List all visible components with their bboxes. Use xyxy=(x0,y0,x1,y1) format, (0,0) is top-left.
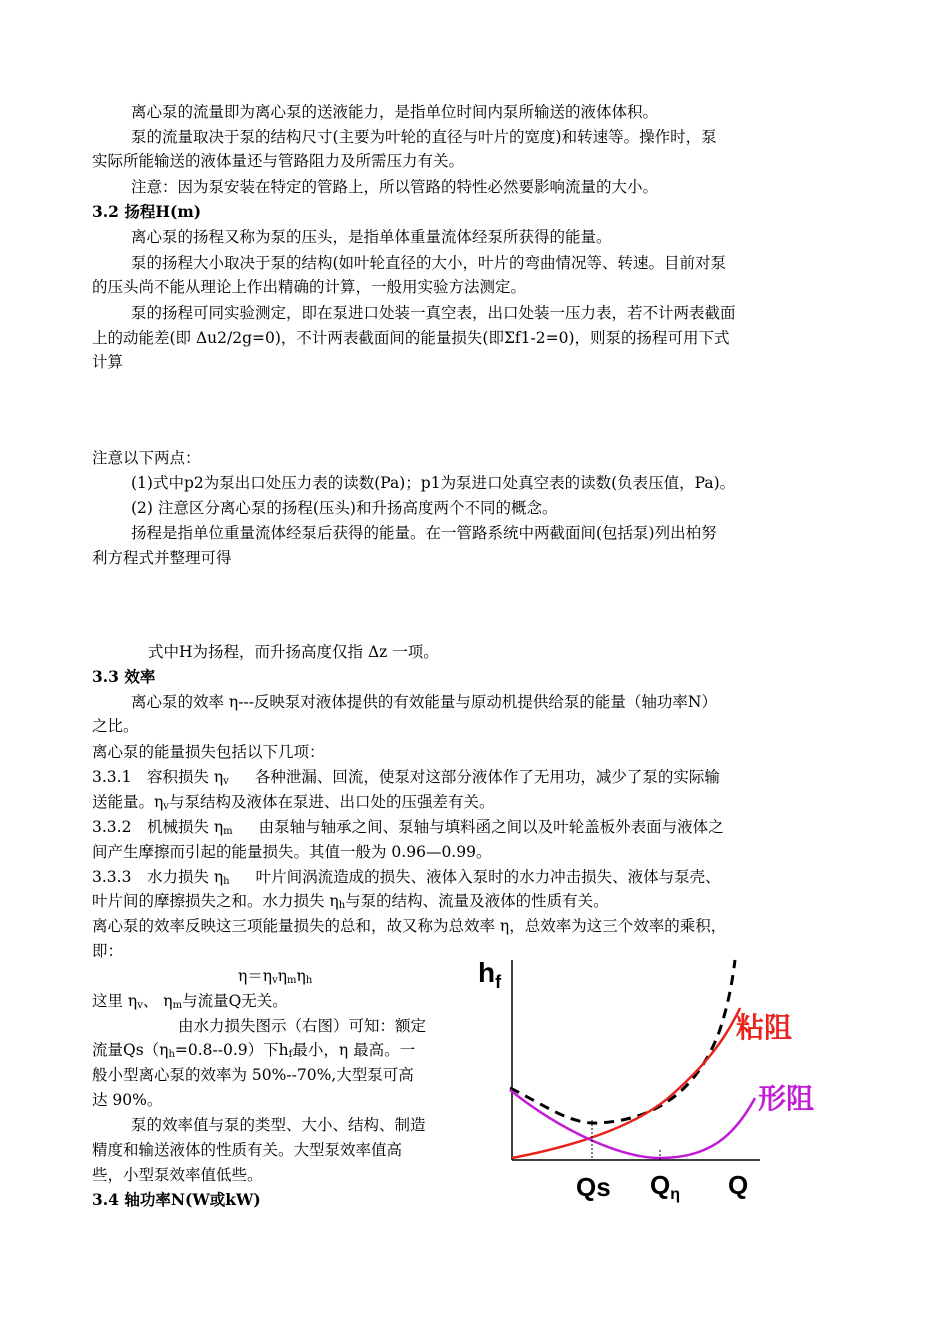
item-3-3-3-cont-b: 与泵的结构、流量及液体的性质有关。 xyxy=(345,892,609,910)
hydraulic-loss-figure xyxy=(470,940,815,1210)
para-head-depends: 泵的扬程大小取决于泵的结构(如叶轮直径的大小，叶片的弯曲情况等、转速。目前对泵 xyxy=(131,254,727,272)
item-3-3-1-desc: 各种泄漏、回流，使泵对这部分液体作了无用功，减少了泵的实际输 xyxy=(254,768,720,786)
para-head-bernoulli: 扬程是指单位重量流体经泵后获得的能量。在一管路系统中两截面间(包括泵)列出柏努 xyxy=(131,524,717,542)
item-3-3-3-desc: 叶片间涡流造成的损失、液体入泵时的水力冲击损失、液体与泵壳、 xyxy=(255,868,721,886)
item-3-3-2-title: 3.3.2 机械损失 η xyxy=(92,818,224,836)
para-flow-depends-cont: 实际所能输送的液体量还与管路阻力及所需压力有关。 xyxy=(92,152,465,170)
para-head-definition: 离心泵的扬程又称为泵的压头，是指单体重量流体经泵所获得的能量。 xyxy=(131,228,612,246)
item-3-3-1 xyxy=(92,765,720,789)
para-efficiency-factors-cont2: 些，小型泵效率值低些。 xyxy=(92,1166,263,1184)
label-viscous: 粘阻 xyxy=(736,1011,793,1044)
item-3-3-1-cont-b: 与泵结构及液体在泵进、出口处的压强差有关。 xyxy=(168,793,495,811)
para-head-measure-cont2: 计算 xyxy=(92,353,124,371)
para-flow-note: 注意：因为泵安装在特定的管路上，所以管路的特性必然要影响流量的大小。 xyxy=(131,178,659,196)
curve-form-loss xyxy=(510,1090,755,1158)
para-head-depends-cont: 的压头尚不能从理论上作出精确的计算，一般用实验方法测定。 xyxy=(92,278,527,296)
note-two-points: 注意以下两点： xyxy=(92,449,201,467)
para-efficiency-def: 离心泵的效率 η---反映泵对液体提供的有效能量与原动机提供给泵的能量（轴功率N） xyxy=(131,693,717,711)
label-form: 形阻 xyxy=(758,1082,815,1115)
para-total-efficiency: 离心泵的效率反映这三项能量损失的总和，故又称为总效率 η，总效率为这三个效率的乘积， xyxy=(92,917,727,935)
item-3-3-2-desc: 由泵轴与轴承之间、泵轴与填料函之间以及叶轮盖板外表面与液体之 xyxy=(258,818,724,836)
para-total-efficiency-cont: 即： xyxy=(92,942,124,960)
subscript-h: h xyxy=(223,876,230,887)
para-losses-intro: 离心泵的能量损失包括以下几项： xyxy=(92,743,325,761)
subscript-v: v xyxy=(163,801,169,812)
x-label-qs: Qs xyxy=(576,1172,611,1202)
subscript-h: h xyxy=(338,900,346,911)
para-head-bernoulli-cont: 利方程式并整理可得 xyxy=(92,549,232,567)
para-figure-ref: 由水力损失图示（右图）可知：额定 xyxy=(178,1017,427,1035)
x-label-qeta: Qη xyxy=(650,1170,681,1203)
para-lift-height: 式中H为扬程，而升扬高度仅指 Δz 一项。 xyxy=(148,643,439,661)
heading-3-3: 3.3 效率 xyxy=(92,667,156,686)
heading-3-4: 3.4 轴功率N(W或kW) xyxy=(92,1190,261,1209)
para-independent-of-q: 这里 $\eta_v$、 $\eta_m$与流量Q无关。 xyxy=(92,992,288,1011)
para-flow-definition: 离心泵的流量即为离心泵的送液能力，是指单位时间内泵所输送的液体体积。 xyxy=(131,103,659,121)
item-3-3-2-cont: 间产生摩擦而引起的能量损失。其值一般为 0.96—0.99。 xyxy=(92,843,492,861)
para-figure-ref-cont3: 达 90%。 xyxy=(92,1091,163,1109)
subscript-m: m xyxy=(223,826,233,837)
item-3-3-1-cont xyxy=(92,790,494,814)
para-head-measure-cont1: 上的动能差(即 Δu2/2g=0)，不计两表截面间的能量损失(即Σf1-2=0)，则泵的扬程可用下式 xyxy=(92,329,730,347)
note-point-1: (1)式中p2为泵出口处压力表的读数(Pa)；p1为泵进口处真空表的读数(负表压值，Pa)。 xyxy=(131,474,736,492)
heading-3-2: 3.2 扬程H(m) xyxy=(92,202,202,221)
item-3-3-3 xyxy=(92,865,721,889)
x-axis-label: Q xyxy=(728,1170,749,1200)
para-figure-ref-cont1: 流量$Qs(\eta_h=0.8--0.9)$下$h_f$最小，η 最高。一 xyxy=(92,1041,416,1060)
curve-viscous-loss xyxy=(512,1008,740,1158)
y-axis-label: $h_f$ xyxy=(478,957,502,992)
item-3-3-1-cont-a: 送能量。η xyxy=(92,793,164,811)
item-3-3-3-cont-a: 叶片间的摩擦损失之和。水力损失 η xyxy=(92,892,339,910)
para-figure-ref-cont2: 般小型离心泵的效率为 50%--70%,大型泵可高 xyxy=(92,1066,414,1084)
item-3-3-1-title: 3.3.1 容积损失 η xyxy=(92,768,224,786)
formula-total-efficiency: $\eta=\eta_v\eta_m\eta_h$ xyxy=(238,967,313,986)
hydraulic-loss-diagram xyxy=(470,940,815,1210)
para-efficiency-factors-cont1: 精度和输送液体的性质有关。大型泵效率值高 xyxy=(92,1141,403,1159)
item-3-3-2 xyxy=(92,815,724,839)
para-efficiency-factors: 泵的效率值与泵的类型、大小、结构、制造 xyxy=(131,1116,426,1134)
para-flow-depends: 泵的流量取决于泵的结构尺寸(主要为叶轮的直径与叶片的宽度)和转速等。操作时，泵 xyxy=(131,128,717,146)
para-head-measure: 泵的扬程可同实验测定，即在泵进口处装一真空表，出口处装一压力表，若不计两表截面 xyxy=(131,304,736,322)
curve-total-loss xyxy=(510,960,735,1123)
item-3-3-3-cont xyxy=(92,889,609,913)
note-point-2: (2) 注意区分离心泵的扬程(压头)和升扬高度两个不同的概念。 xyxy=(131,499,558,517)
subscript-v: v xyxy=(223,776,229,787)
para-efficiency-def-cont: 之比。 xyxy=(92,717,139,735)
item-3-3-3-title: 3.3.3 水力损失 η xyxy=(92,868,224,886)
